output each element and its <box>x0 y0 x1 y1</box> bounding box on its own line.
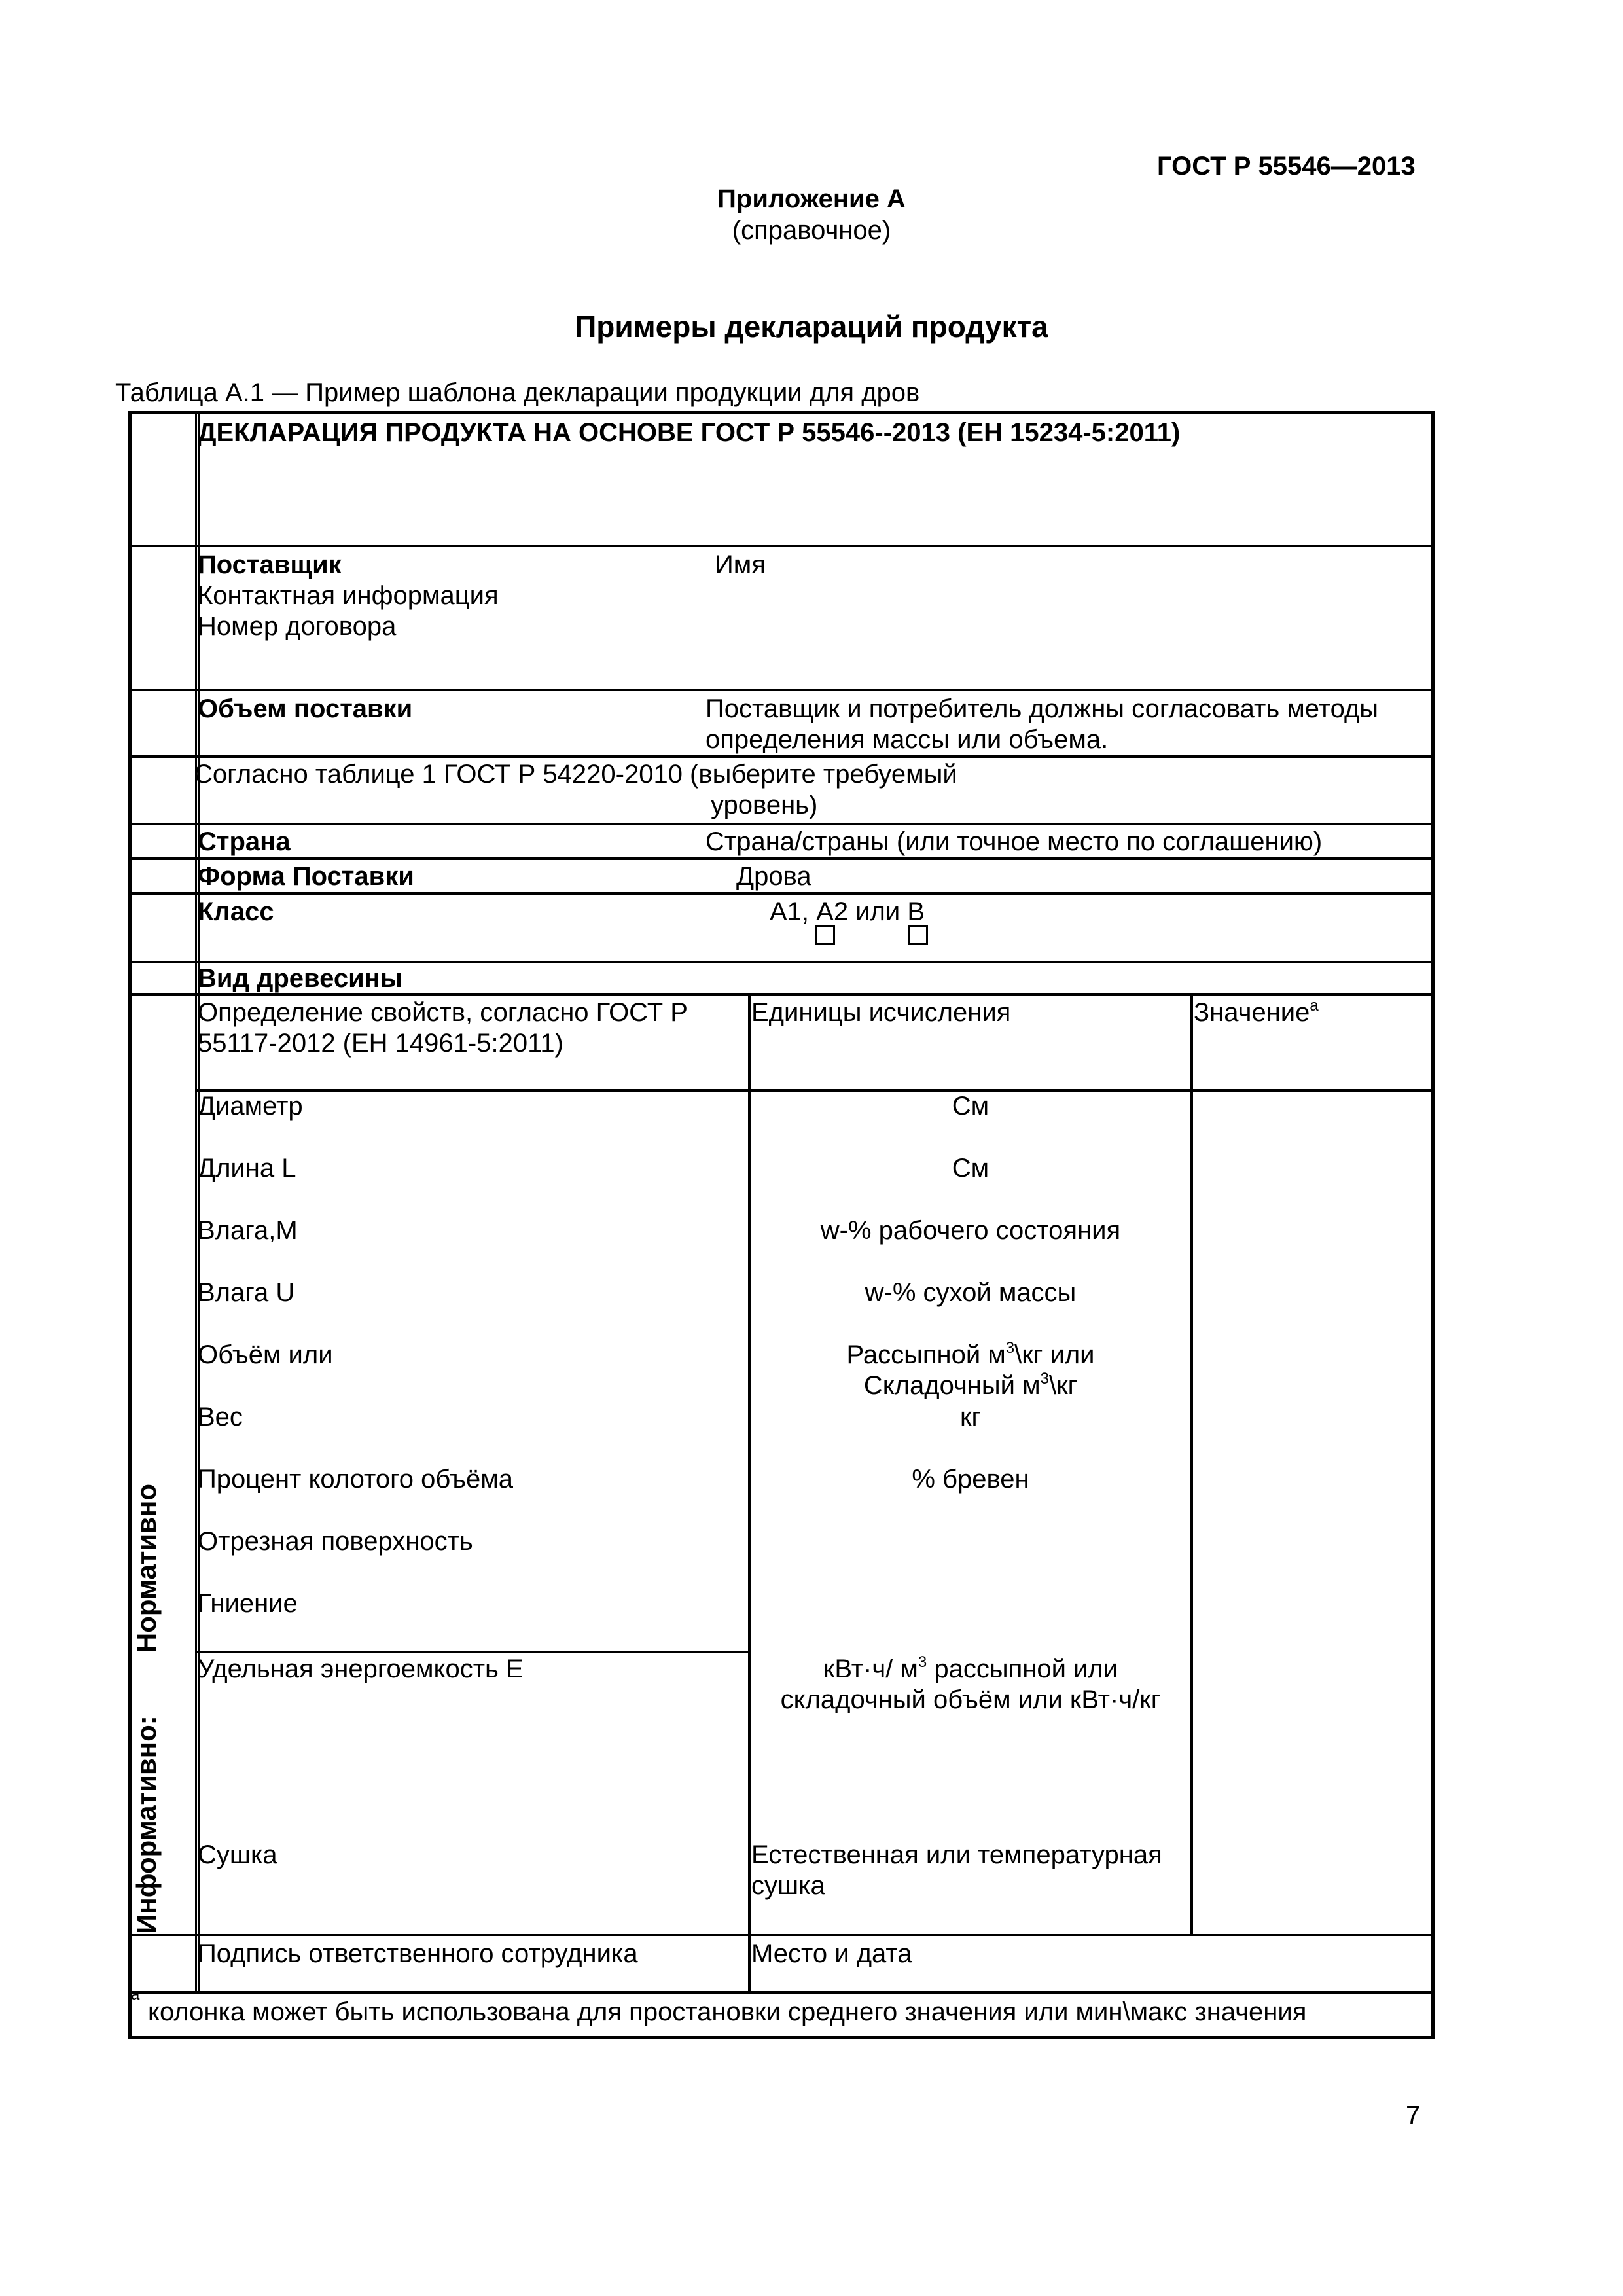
row-volume-unit-line1 <box>751 1340 1190 1371</box>
level-text-1: Согласно таблице 1 ГОСТ Р 54220-2010 (выберите требуемый <box>194 760 957 789</box>
row-split-percent-unit: % бревен <box>912 1465 1029 1494</box>
row-energy-unit-line1 <box>751 1654 1190 1685</box>
contact-info-label: Контактная информация <box>198 581 499 610</box>
volume-label: Объем поставки <box>198 694 413 723</box>
place-date-label: Место и дата <box>751 1939 912 1968</box>
row-weight-label: Вес <box>198 1403 243 1431</box>
row-moisture-u-label: Влага U <box>198 1278 295 1307</box>
row-drying-label: Сушка <box>198 1840 277 1869</box>
row-drying-unit-line2: сушка <box>751 1871 825 1900</box>
energy-unit-exp: 3 <box>918 1653 927 1671</box>
volume-unit-bulk-exp: 3 <box>1005 1339 1015 1357</box>
volume-unit-stacked-exp: 3 <box>1040 1370 1049 1388</box>
energy-unit-a: кВт·ч/ м <box>823 1655 918 1683</box>
row-diameter-label: Диаметр <box>198 1092 303 1121</box>
row-length-label: Длина L <box>198 1154 296 1183</box>
volume-unit-bulk: Рассыпной м <box>846 1340 1006 1369</box>
delivery-form-label: Форма Поставки <box>198 862 414 891</box>
row-length-unit: См <box>952 1154 990 1183</box>
document-number: ГОСТ Р 55546—2013 <box>1157 152 1416 181</box>
level-text-2: уровень) <box>711 791 818 819</box>
class-checkbox-a2[interactable] <box>815 925 835 945</box>
signature-label: Подпись ответственного сотрудника <box>198 1939 638 1968</box>
row-volume-unit-line2 <box>751 1371 1190 1401</box>
row-energy-label: Удельная энергоемкость Е <box>198 1655 524 1683</box>
row-energy-unit-line2: складочный объём или кВт·ч/кг <box>780 1685 1161 1714</box>
value-column-header <box>1194 997 1319 1028</box>
row-moisture-m-label: Влага,М <box>198 1216 298 1245</box>
row-cut-surface-label: Отрезная поверхность <box>198 1527 473 1556</box>
wood-type-label: Вид древесины <box>198 964 402 993</box>
supplier-label: Поставщик <box>198 550 342 579</box>
volume-text-2: определения массы или объема. <box>705 725 1109 754</box>
supplier-name-label: Имя <box>715 550 766 579</box>
contract-number-label: Номер договора <box>198 612 397 641</box>
table-caption: Таблица А.1 — Пример шаблона декларации продукции для дров <box>115 378 920 407</box>
row-diameter-unit: См <box>952 1092 990 1121</box>
normative-side-label: Нормативно <box>131 1483 162 1653</box>
appendix-title: Приложение А <box>717 185 906 213</box>
delivery-form-value: Дрова <box>736 862 812 891</box>
row-moisture-m-unit: w-% рабочего состояния <box>820 1216 1121 1245</box>
units-column-header: Единицы исчисления <box>751 998 1011 1027</box>
row-weight-unit: кг <box>959 1403 982 1431</box>
volume-unit-stacked-tail: \кг <box>1048 1371 1078 1400</box>
value-column-footnote-mark: а <box>1310 997 1319 1014</box>
country-label: Страна <box>198 827 291 856</box>
section-title: Примеры деклараций продукта <box>575 310 1048 344</box>
volume-unit-stacked: Складочный м <box>863 1371 1041 1400</box>
volume-text-1: Поставщик и потребитель должны согласовать методы <box>705 694 1379 723</box>
row-drying-unit-line1: Естественная или температурная <box>751 1840 1162 1869</box>
declaration-title: ДЕКЛАРАЦИЯ ПРОДУКТА НА ОСНОВЕ ГОСТ Р 55546--2013 (ЕН 15234-5:2011) <box>198 418 1181 447</box>
page-number: 7 <box>1406 2101 1421 2130</box>
row-moisture-u-unit: w-% сухой массы <box>865 1278 1077 1307</box>
property-column-header-2: 55117-2012 (ЕН 14961-5:2011) <box>198 1029 563 1058</box>
country-value: Страна/страны (или точное место по соглашению) <box>705 827 1323 856</box>
class-value: А1, А2 или В <box>770 897 925 926</box>
volume-unit-bulk-tail: \кг или <box>1014 1340 1095 1369</box>
class-checkbox-b[interactable] <box>908 925 928 945</box>
footnote-text: колонка может быть использована для простановки среднего значения или мин\макс значения <box>148 1998 1307 2026</box>
row-split-percent-label: Процент колотого объёма <box>198 1465 513 1494</box>
informative-side-label: Информативно: <box>131 1715 162 1934</box>
energy-unit-b: рассыпной или <box>927 1655 1118 1683</box>
row-volume-label: Объём или <box>198 1340 333 1369</box>
appendix-type: (справочное) <box>732 216 891 245</box>
value-column-header-text: Значение <box>1194 998 1310 1027</box>
footnote-mark: а <box>131 1986 140 2003</box>
property-column-header-1: Определение свойств, согласно ГОСТ Р <box>198 998 688 1027</box>
class-label: Класс <box>198 897 274 926</box>
row-decay-label: Гниение <box>198 1589 298 1618</box>
